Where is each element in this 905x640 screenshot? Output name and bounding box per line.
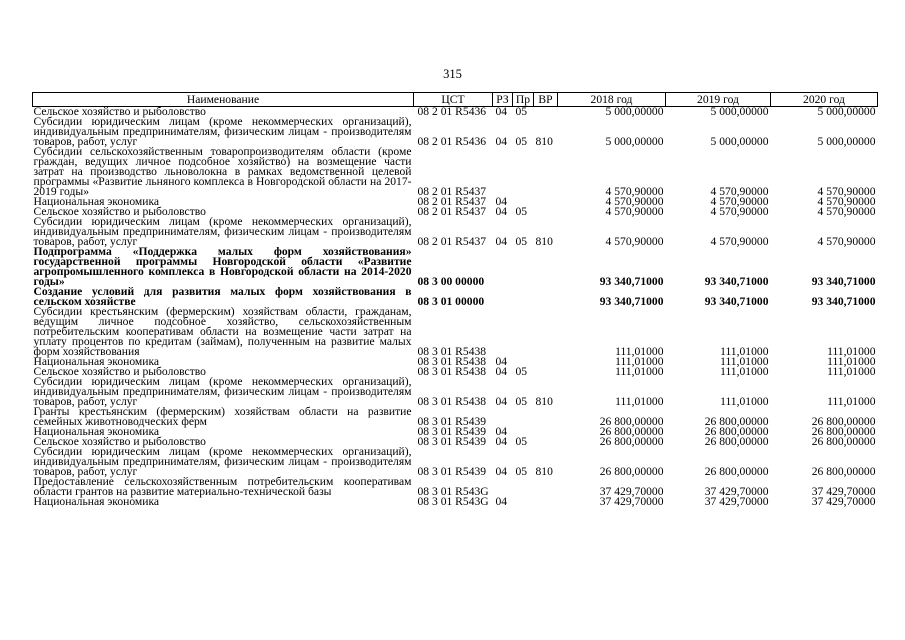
row-cst: 08 2 01 R5437 xyxy=(417,235,487,248)
row-value-2018: 93 340,71000 xyxy=(599,275,664,288)
row-cst: 08 3 01 00000 xyxy=(417,295,485,308)
row-vr: 810 xyxy=(535,465,553,478)
row-cst: 08 3 01 R5438 xyxy=(417,365,487,378)
header-vr: ВР xyxy=(534,93,558,107)
row-cst: 08 2 01 R5437 xyxy=(417,195,487,208)
row-rz xyxy=(493,307,513,357)
row-value-2020: 26 800,00000 xyxy=(811,435,876,448)
table-row xyxy=(33,477,878,497)
row-cst: 08 2 01 R5436 xyxy=(417,105,487,118)
row-vr xyxy=(534,207,558,217)
row-value-2020: 4 570,90000 xyxy=(817,205,876,218)
row-value-2020: 5 000,00000 xyxy=(817,135,876,148)
row-rz: 04 xyxy=(495,355,508,368)
table-row xyxy=(33,117,878,147)
row-value-2018: 111,01000 xyxy=(615,345,664,358)
row-cst: 08 3 01 R5438 xyxy=(417,395,487,408)
row-value-2018: 5 000,00000 xyxy=(605,105,664,118)
row-name: Субсидии юридическим лицам (кроме некоммерческих организаций), индивидуальным предпринимателям, физическим лицам - производителям товаров, работ, услуг xyxy=(33,115,412,148)
row-vr: 810 xyxy=(535,235,553,248)
header-rz: РЗ xyxy=(493,93,513,107)
row-vr xyxy=(534,437,558,447)
row-value-2020: 4 570,90000 xyxy=(817,195,876,208)
row-cst: 08 3 01 R5438 xyxy=(417,345,487,358)
row-value-2019: 26 800,00000 xyxy=(704,435,769,448)
row-rz: 04 xyxy=(495,425,508,438)
row-value-2019: 111,01000 xyxy=(720,365,769,378)
row-value-2019: 5 000,00000 xyxy=(710,135,769,148)
row-cst: 08 3 01 R5439 xyxy=(417,415,487,428)
row-value-2018: 93 340,71000 xyxy=(599,295,664,308)
row-pr xyxy=(513,477,534,497)
row-rz xyxy=(493,147,513,197)
header-2020: 2020 год xyxy=(771,93,878,107)
budget-table xyxy=(32,92,878,507)
row-name: Подпрограмма «Поддержка малых форм хозяйствования» государственной программы Новгородской области «Развитие агропромышленного комплекса в Новгородской области на 2014-2020 годы» xyxy=(33,245,412,288)
row-name: Субсидии сельскохозяйственным товаропроизводителям области (кроме граждан, ведущих личное подсобное хозяйство) на возмещение части затрат на производство льноволокна в рамках ведомственной целевой программы «Развитие льняного комплекса в Новгородской области на 2017-2019 годы» xyxy=(33,145,412,198)
row-pr: 05 xyxy=(515,465,528,478)
row-rz: 04 xyxy=(495,105,508,118)
header-cst: ЦСТ xyxy=(414,93,493,107)
table-row xyxy=(33,307,878,357)
row-rz: 04 xyxy=(495,495,508,508)
row-value-2018: 4 570,90000 xyxy=(605,235,664,248)
row-name: Субсидии крестьянским (фермерским) хозяйствам области, гражданам, ведущим личное подсобное хозяйство, сельскохозяйственным потребительским кооперативам области на возмещение части затрат на уплату процентов по кредитам (займам), полученным на развитие малых форм хозяйствования xyxy=(33,305,412,358)
row-value-2019: 4 570,90000 xyxy=(710,205,769,218)
row-value-2018: 37 429,70000 xyxy=(599,495,664,508)
row-pr xyxy=(513,407,534,427)
row-value-2019: 37 429,70000 xyxy=(704,495,769,508)
row-vr xyxy=(534,367,558,377)
row-pr xyxy=(513,287,534,307)
row-value-2019: 37 429,70000 xyxy=(704,485,769,498)
row-rz: 04 xyxy=(495,135,508,148)
row-value-2019: 93 340,71000 xyxy=(704,275,769,288)
row-value-2018: 4 570,90000 xyxy=(605,195,664,208)
row-value-2018: 5 000,00000 xyxy=(605,135,664,148)
row-vr xyxy=(534,427,558,437)
row-name: Гранты крестьянским (фермерским) хозяйствам области на развитие семейных животноводческих ферм xyxy=(33,405,412,428)
row-pr: 05 xyxy=(515,205,528,218)
row-value-2018: 26 800,00000 xyxy=(599,425,664,438)
row-name: Национальная экономика xyxy=(33,425,160,438)
row-value-2018: 111,01000 xyxy=(615,355,664,368)
row-name: Сельское хозяйство и рыболовство xyxy=(33,205,206,218)
row-value-2019: 111,01000 xyxy=(720,345,769,358)
row-pr: 05 xyxy=(515,395,528,408)
row-vr xyxy=(534,287,558,307)
row-rz xyxy=(493,247,513,287)
row-value-2020: 5 000,00000 xyxy=(817,105,876,118)
row-pr xyxy=(513,147,534,197)
row-pr: 05 xyxy=(515,365,528,378)
row-rz: 04 xyxy=(495,465,508,478)
row-cst: 08 3 01 R543G xyxy=(417,485,489,498)
row-value-2018: 26 800,00000 xyxy=(599,435,664,448)
row-value-2020: 111,01000 xyxy=(827,345,876,358)
row-value-2020: 4 570,90000 xyxy=(817,185,876,198)
table-row xyxy=(33,447,878,477)
row-cst: 08 3 00 00000 xyxy=(417,275,485,288)
row-vr xyxy=(534,357,558,367)
row-pr: 05 xyxy=(515,435,528,448)
row-name: Создание условий для развития малых форм хозяйствования в сельском хозяйстве xyxy=(33,285,412,308)
row-cst: 08 3 01 R5439 xyxy=(417,425,487,438)
row-value-2020: 26 800,00000 xyxy=(811,465,876,478)
row-vr xyxy=(534,477,558,497)
table-row xyxy=(33,247,878,287)
header-name: Наименование xyxy=(33,93,414,107)
row-vr xyxy=(534,147,558,197)
row-vr xyxy=(534,307,558,357)
row-vr xyxy=(534,107,558,118)
row-value-2019: 4 570,90000 xyxy=(710,185,769,198)
table-row xyxy=(33,147,878,197)
row-rz: 04 xyxy=(495,395,508,408)
row-value-2020: 111,01000 xyxy=(827,365,876,378)
row-value-2020: 111,01000 xyxy=(827,395,876,408)
row-value-2018: 111,01000 xyxy=(615,365,664,378)
row-rz xyxy=(493,287,513,307)
row-cst: 08 3 01 R5439 xyxy=(417,465,487,478)
row-value-2019: 26 800,00000 xyxy=(704,425,769,438)
row-cst: 08 3 01 R5438 xyxy=(417,355,487,368)
row-value-2018: 4 570,90000 xyxy=(605,185,664,198)
row-pr: 05 xyxy=(515,235,528,248)
row-value-2019: 4 570,90000 xyxy=(710,235,769,248)
row-pr: 05 xyxy=(515,105,528,118)
page-number: 315 xyxy=(443,67,462,81)
row-value-2019: 93 340,71000 xyxy=(704,295,769,308)
row-value-2020: 26 800,00000 xyxy=(811,425,876,438)
row-value-2019: 4 570,90000 xyxy=(710,195,769,208)
row-name: Субсидии юридическим лицам (кроме некоммерческих организаций), индивидуальным предпринимателям, физическим лицам - производителям товаров, работ, услуг xyxy=(33,375,412,408)
row-value-2019: 26 800,00000 xyxy=(704,465,769,478)
row-pr xyxy=(513,497,534,507)
row-rz xyxy=(493,407,513,427)
header-2019: 2019 год xyxy=(666,93,771,107)
row-value-2018: 111,01000 xyxy=(615,395,664,408)
row-rz xyxy=(493,477,513,497)
row-value-2020: 26 800,00000 xyxy=(811,415,876,428)
row-name: Национальная экономика xyxy=(33,195,160,208)
row-vr xyxy=(534,497,558,507)
row-name: Предоставление сельскохозяйственным потребительским кооперативам области грантов на развитие материально-технической базы xyxy=(33,475,412,498)
row-value-2020: 4 570,90000 xyxy=(817,235,876,248)
row-value-2020: 37 429,70000 xyxy=(811,495,876,508)
row-vr: 810 xyxy=(535,395,553,408)
row-pr xyxy=(513,307,534,357)
row-name: Субсидии юридическим лицам (кроме некоммерческих организаций), индивидуальным предпринимателям, физическим лицам - производителям товаров, работ, услуг xyxy=(33,215,412,248)
row-cst: 08 2 01 R5436 xyxy=(417,135,487,148)
row-vr xyxy=(534,247,558,287)
row-name: Сельское хозяйство и рыболовство xyxy=(33,435,206,448)
table-row xyxy=(33,497,878,507)
header-2018: 2018 год xyxy=(558,93,666,107)
row-cst: 08 2 01 R5437 xyxy=(417,185,487,198)
row-name: Субсидии юридическим лицам (кроме некоммерческих организаций), индивидуальным предпринимателям, физическим лицам - производителям товаров, работ, услуг xyxy=(33,445,412,478)
row-name: Национальная экономика xyxy=(33,355,160,368)
row-vr xyxy=(534,197,558,207)
row-rz: 04 xyxy=(495,235,508,248)
table-row xyxy=(33,407,878,427)
row-value-2018: 26 800,00000 xyxy=(599,415,664,428)
row-rz: 04 xyxy=(495,365,508,378)
row-cst: 08 2 01 R5437 xyxy=(417,205,487,218)
row-pr xyxy=(513,247,534,287)
row-value-2019: 26 800,00000 xyxy=(704,415,769,428)
row-value-2019: 111,01000 xyxy=(720,395,769,408)
row-pr: 05 xyxy=(515,135,528,148)
header-pr: Пр xyxy=(513,93,534,107)
row-vr xyxy=(534,407,558,427)
row-cst: 08 3 01 R543G xyxy=(417,495,489,508)
row-rz: 04 xyxy=(495,195,508,208)
row-value-2020: 93 340,71000 xyxy=(811,295,876,308)
table-row xyxy=(33,377,878,407)
row-value-2019: 5 000,00000 xyxy=(710,105,769,118)
row-name: Национальная экономика xyxy=(33,495,160,508)
row-cst: 08 3 01 R5439 xyxy=(417,435,487,448)
row-value-2020: 111,01000 xyxy=(827,355,876,368)
row-value-2018: 26 800,00000 xyxy=(599,465,664,478)
row-value-2020: 93 340,71000 xyxy=(811,275,876,288)
row-rz: 04 xyxy=(495,205,508,218)
row-value-2020: 37 429,70000 xyxy=(811,485,876,498)
table-row xyxy=(33,217,878,247)
row-value-2018: 37 429,70000 xyxy=(599,485,664,498)
row-value-2018: 4 570,90000 xyxy=(605,205,664,218)
row-value-2019: 111,01000 xyxy=(720,355,769,368)
row-name: Сельское хозяйство и рыболовство xyxy=(33,105,206,118)
row-name: Сельское хозяйство и рыболовство xyxy=(33,365,206,378)
table-row xyxy=(33,287,878,307)
row-rz: 04 xyxy=(495,435,508,448)
row-vr: 810 xyxy=(535,135,553,148)
